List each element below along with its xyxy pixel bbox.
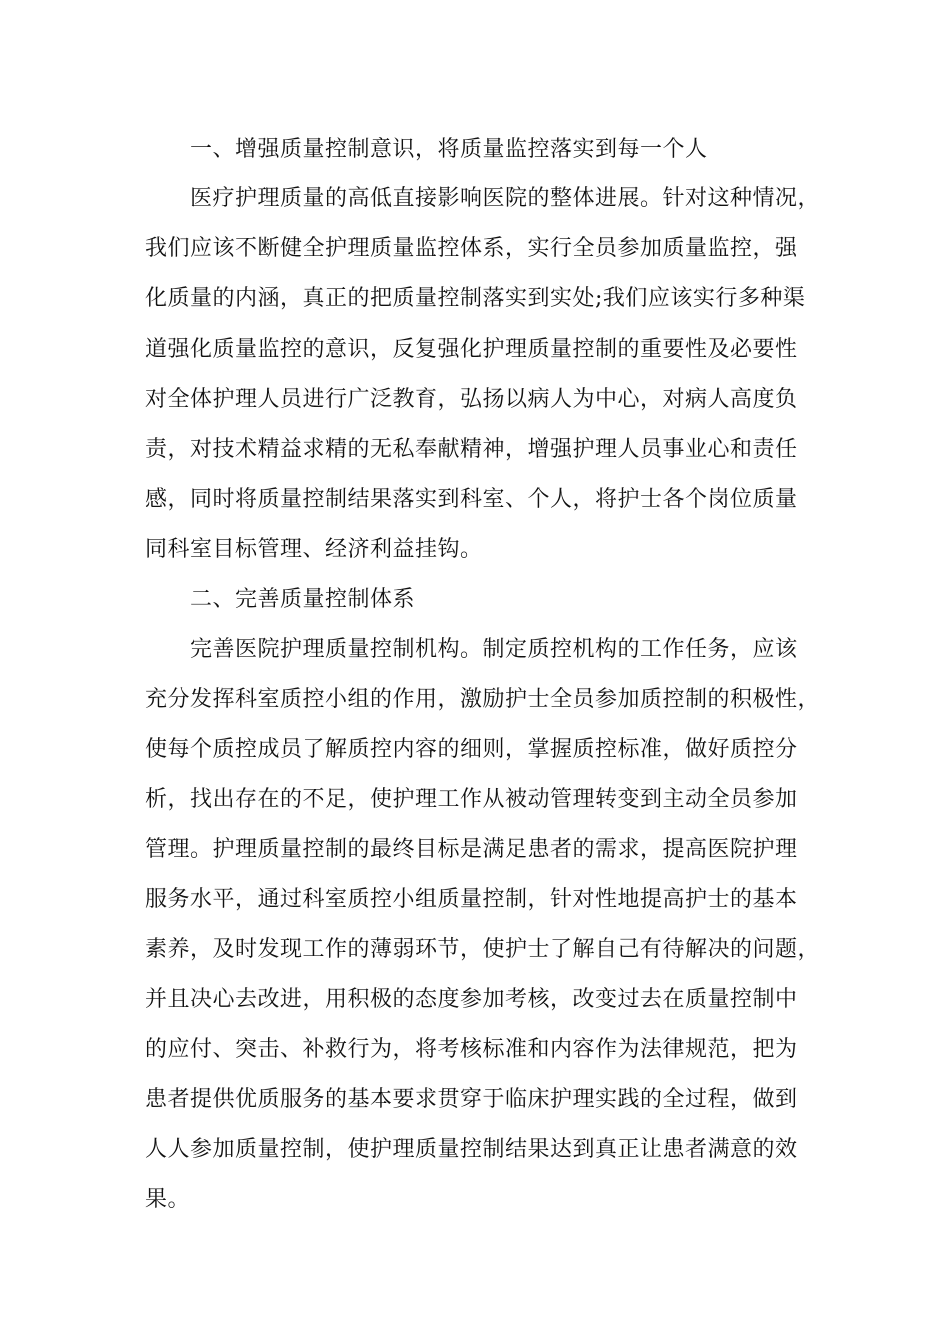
paragraph-line: 管理。护理质量控制的最终目标是满足患者的需求，提高医院护理 (145, 837, 798, 862)
paragraph-line: 充分发挥科室质控小组的作用，激励护士全员参加质控制的积极性， (145, 687, 821, 712)
paragraph-line: 医疗护理质量的高低直接影响医院的整体进展。针对这种情况， (190, 186, 821, 211)
paragraph-line: 化质量的内涵，真正的把质量控制落实到实处;我们应该实行多种渠 (145, 286, 806, 311)
paragraph-line: 对全体护理人员进行广泛教育，弘扬以病人为中心，对病人高度负 (145, 387, 798, 412)
paragraph-line: 使每个质控成员了解质控内容的细则，掌握质控标准，做好质控分 (145, 737, 798, 762)
paragraph-line: 并且决心去改进，用积极的态度参加考核，改变过去在质量控制中 (145, 987, 798, 1012)
paragraph-line: 患者提供优质服务的基本要求贯穿于临床护理实践的全过程，做到 (145, 1087, 798, 1112)
section-heading-2: 二、完善质量控制体系 (190, 587, 416, 612)
paragraph-line: 感，同时将质量控制结果落实到科室、个人，将护士各个岗位质量 (145, 487, 798, 512)
paragraph-line: 人人参加质量控制，使护理质量控制结果达到真正让患者满意的效 (145, 1137, 798, 1162)
paragraph-line: 素养，及时发现工作的薄弱环节，使护士了解自己有待解决的问题， (145, 937, 821, 962)
paragraph-line: 道强化质量监控的意识，反复强化护理质量控制的重要性及必要性 (145, 337, 798, 362)
section-heading-1: 一、增强质量控制意识，将质量监控落实到每一个人 (190, 137, 708, 162)
paragraph-line: 同科室目标管理、经济利益挂钩。 (145, 537, 483, 562)
paragraph-line: 的应付、突击、补救行为，将考核标准和内容作为法律规范，把为 (145, 1037, 798, 1062)
paragraph-line: 责，对技术精益求精的无私奉献精神，增强护理人员事业心和责任 (145, 437, 798, 462)
paragraph-line: 我们应该不断健全护理质量监控体系，实行全员参加质量监控，强 (145, 236, 798, 261)
paragraph-line: 析，找出存在的不足，使护理工作从被动管理转变到主动全员参加 (145, 787, 798, 812)
paragraph-line: 完善医院护理质量控制机构。制定质控机构的工作任务，应该 (190, 637, 798, 662)
paragraph-line: 果。 (145, 1187, 191, 1212)
paragraph-line: 服务水平，通过科室质控小组质量控制，针对性地提高护士的基本 (145, 887, 798, 912)
